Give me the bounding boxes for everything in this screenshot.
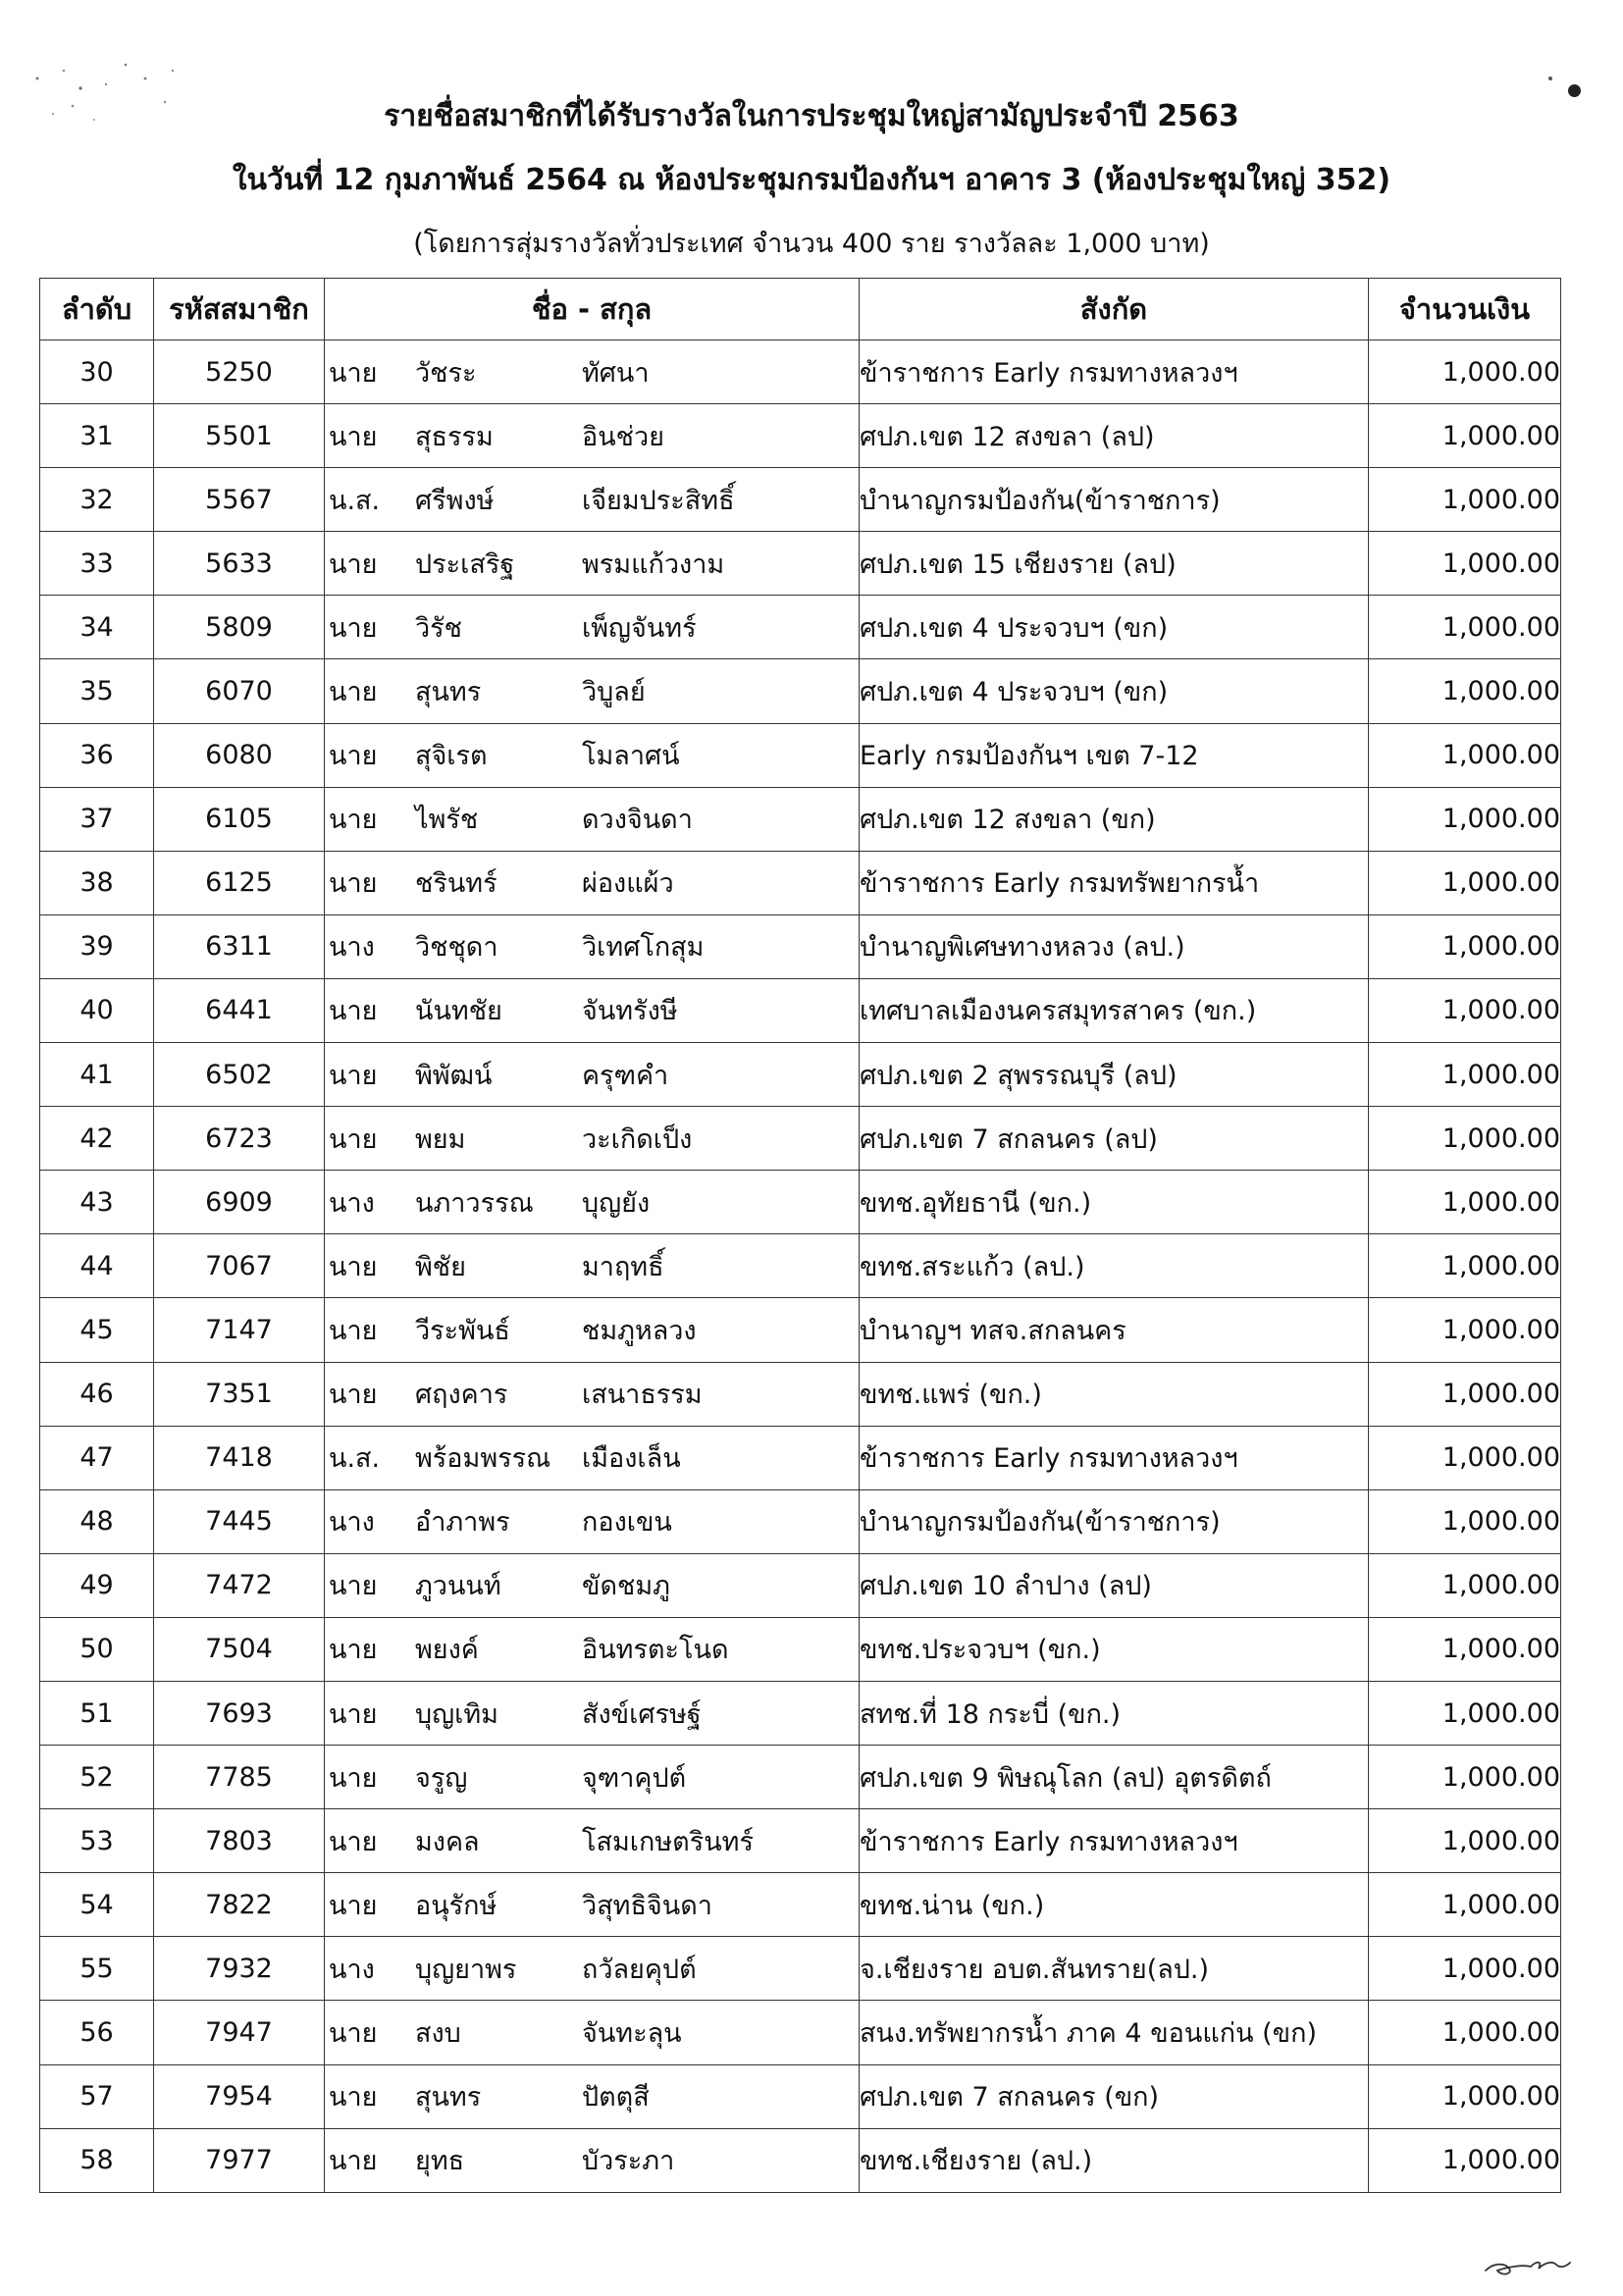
column-header-member-id: รหัสสมาชิก [154,279,325,340]
name-title: นาย [329,421,378,452]
member-name-cell [325,787,860,851]
member-id-cell: 7351 [154,1362,325,1426]
last-name: ถวัลยคุปต์ [582,1954,697,1985]
amount-cell: 1,000.00 [1369,2001,1561,2064]
name-title: นาย [329,1635,378,1666]
first-name: วิรัช [415,612,462,644]
sequence-cell: 38 [40,851,154,914]
amount-cell: 1,000.00 [1369,1809,1561,1873]
member-name-cell [325,1746,860,1809]
affiliation-cell: ขทช.แพร่ (ขก.) [860,1362,1369,1426]
sequence-cell: 50 [40,1617,154,1681]
affiliation-cell: บำนาญพิเศษทางหลวง (ลป.) [860,914,1369,978]
first-name: สุธรรม [415,421,494,452]
table-row [40,340,1561,404]
table-row [40,596,1561,659]
last-name: จันทะลุน [582,2017,682,2049]
sequence-cell: 41 [40,1043,154,1107]
sequence-cell: 47 [40,1426,154,1489]
column-header-amount: จำนวนเงิน [1369,279,1561,340]
first-name: นภาวรรณ [415,1187,534,1219]
sequence-cell: 36 [40,723,154,787]
affiliation-cell: ขทช.ประจวบฯ (ขก.) [860,1617,1369,1681]
last-name: บัวระภา [582,2146,675,2177]
amount-cell: 1,000.00 [1369,1873,1561,1937]
table-row [40,1171,1561,1234]
last-name: ขัดชมภู [582,1571,670,1602]
last-name: อินช่วย [582,421,664,452]
amount-cell: 1,000.00 [1369,1553,1561,1617]
table-row [40,851,1561,914]
affiliation-cell: ข้าราชการ Early กรมทรัพยากรน้ำ [860,851,1369,914]
sequence-cell: 30 [40,340,154,404]
table-row [40,723,1561,787]
name-title: นาย [329,1380,378,1411]
sequence-cell: 49 [40,1553,154,1617]
column-header-sequence: ลำดับ [40,279,154,340]
first-name: วีระพันธ์ [415,1315,510,1346]
member-name-cell [325,404,860,468]
affiliation-cell: ศปภ.เขต 4 ประจวบฯ (ขก) [860,596,1369,659]
first-name: สุนทร [415,2082,482,2113]
sequence-cell: 51 [40,1681,154,1745]
member-id-cell: 5501 [154,404,325,468]
table-row [40,1809,1561,1873]
member-id-cell: 6311 [154,914,325,978]
table-row [40,468,1561,532]
name-title: นาย [329,1123,378,1155]
first-name: นันทชัย [415,996,502,1027]
affiliation-cell: สนง.ทรัพยากรน้ำ ภาค 4 ขอนแก่น (ขก) [860,2001,1369,2064]
last-name: วิสุทธิจินดา [582,1890,712,1921]
name-title: น.ส. [329,485,381,516]
amount-cell: 1,000.00 [1369,340,1561,404]
last-name: เสนาธรรม [582,1380,703,1411]
member-id-cell: 5633 [154,532,325,596]
first-name: มงคล [415,1826,480,1857]
table-row [40,1489,1561,1553]
member-name-cell [325,659,860,723]
member-name-cell [325,1234,860,1298]
member-name-cell [325,532,860,596]
amount-cell: 1,000.00 [1369,1298,1561,1362]
member-name-cell [325,468,860,532]
affiliation-cell: ศปภ.เขต 4 ประจวบฯ (ขก) [860,659,1369,723]
document-title-date-venue: ในวันที่ 12 กุมภาพันธ์ 2564 ณ ห้องประชุมกรมป้องกันฯ อาคาร 3 (ห้องประชุมใหญ่ 352) [232,163,1391,197]
first-name: พยงค์ [415,1635,479,1666]
affiliation-cell: ศปภ.เขต 10 ลำปาง (ลป) [860,1553,1369,1617]
name-title: นาย [329,1315,378,1346]
first-name: พร้อมพรรณ [415,1443,551,1475]
sequence-cell: 35 [40,659,154,723]
affiliation-cell: ศปภ.เขต 12 สงขลา (ลป) [860,404,1369,468]
name-title: นาย [329,2017,378,2049]
member-name-cell [325,1937,860,2001]
table-row [40,404,1561,468]
sequence-cell: 56 [40,2001,154,2064]
last-name: กองเขน [582,1507,672,1539]
last-name: บุญยัง [582,1187,651,1219]
member-id-cell: 7693 [154,1681,325,1745]
last-name: มาฤทธิ์ [582,1251,664,1282]
member-id-cell: 7932 [154,1937,325,2001]
table-row [40,2128,1561,2192]
member-id-cell: 7803 [154,1809,325,1873]
amount-cell: 1,000.00 [1369,914,1561,978]
amount-cell: 1,000.00 [1369,851,1561,914]
affiliation-cell: ศปภ.เขต 15 เชียงราย (ลป) [860,532,1369,596]
member-id-cell: 6105 [154,787,325,851]
last-name: เพ็ญจันทร์ [582,612,697,644]
name-title: นาย [329,741,378,772]
member-id-cell: 7147 [154,1298,325,1362]
amount-cell: 1,000.00 [1369,978,1561,1042]
amount-cell: 1,000.00 [1369,1426,1561,1489]
name-title: นาย [329,1890,378,1921]
member-id-cell: 6070 [154,659,325,723]
affiliation-cell: บำนาญกรมป้องกัน(ข้าราชการ) [860,468,1369,532]
amount-cell: 1,000.00 [1369,1617,1561,1681]
sequence-cell: 40 [40,978,154,1042]
member-name-cell [325,1553,860,1617]
name-title: นาย [329,548,378,580]
table-row [40,1617,1561,1681]
amount-cell: 1,000.00 [1369,1937,1561,2001]
table-row [40,1746,1561,1809]
table-row [40,1426,1561,1489]
affiliation-cell: บำนาญฯ ทสจ.สกลนคร [860,1298,1369,1362]
sequence-cell: 55 [40,1937,154,2001]
sequence-cell: 32 [40,468,154,532]
affiliation-cell: ศปภ.เขต 7 สกลนคร (ขก) [860,2064,1369,2128]
first-name: ไพรัช [415,805,479,836]
sequence-cell: 54 [40,1873,154,1937]
member-id-cell: 7785 [154,1746,325,1809]
member-id-cell: 6441 [154,978,325,1042]
table-header-row [40,279,1561,340]
member-id-cell: 6080 [154,723,325,787]
table-row [40,787,1561,851]
member-name-cell [325,1873,860,1937]
member-id-cell: 5809 [154,596,325,659]
first-name: ประเสริฐ [415,548,515,580]
last-name: จันทรังษี [582,996,678,1027]
sequence-cell: 58 [40,2128,154,2192]
table-body [40,340,1561,2193]
first-name: ศฤงคาร [415,1380,508,1411]
member-name-cell [325,2001,860,2064]
member-id-cell: 6909 [154,1171,325,1234]
table-row [40,978,1561,1042]
table-row [40,1873,1561,1937]
first-name: สงบ [415,2017,461,2049]
first-name: วัชระ [415,357,477,389]
member-id-cell: 6502 [154,1043,325,1107]
name-title: นาง [329,1507,375,1539]
name-title: นาง [329,1954,375,1985]
affiliation-cell: ศปภ.เขต 7 สกลนคร (ลป) [860,1107,1369,1171]
sequence-cell: 39 [40,914,154,978]
document-subtitle: (โดยการสุ่มรางวัลทั่วประเทศ จำนวน 400 ราย รางวัลละ 1,000 บาท) [413,229,1210,259]
member-id-cell: 6723 [154,1107,325,1171]
name-title: นาย [329,2146,378,2177]
member-name-cell [325,1809,860,1873]
first-name: สุนทร [415,677,482,708]
amount-cell: 1,000.00 [1369,468,1561,532]
member-id-cell: 7445 [154,1489,325,1553]
last-name: ชมภูหลวง [582,1315,697,1346]
sequence-cell: 33 [40,532,154,596]
table-row [40,1937,1561,2001]
last-name: จุฑาคุปต์ [582,1762,687,1794]
table-row [40,1681,1561,1745]
first-name: อำภาพร [415,1507,510,1539]
member-name-cell [325,1298,860,1362]
column-header-affiliation: สังกัด [860,279,1369,340]
sequence-cell: 46 [40,1362,154,1426]
sequence-cell: 37 [40,787,154,851]
member-name-cell [325,2128,860,2192]
table-row [40,1362,1561,1426]
name-title: น.ส. [329,1443,381,1475]
table-row [40,2001,1561,2064]
amount-cell: 1,000.00 [1369,659,1561,723]
table-row [40,1107,1561,1171]
table-row [40,1043,1561,1107]
sequence-cell: 53 [40,1809,154,1873]
table-row [40,1298,1561,1362]
member-name-cell [325,1426,860,1489]
sequence-cell: 42 [40,1107,154,1171]
last-name: พรมแก้วงาม [582,548,725,580]
sequence-cell: 52 [40,1746,154,1809]
amount-cell: 1,000.00 [1369,1171,1561,1234]
table-row [40,659,1561,723]
last-name: ปัตตุสี [582,2082,650,2113]
member-id-cell: 7418 [154,1426,325,1489]
sequence-cell: 43 [40,1171,154,1234]
last-name: อินทรตะโนด [582,1635,729,1666]
name-title: นาย [329,868,378,900]
name-title: นาย [329,612,378,644]
last-name: เมืองเล็น [582,1443,681,1475]
affiliation-cell: ข้าราชการ Early กรมทางหลวงฯ [860,1426,1369,1489]
last-name: ทัศนา [582,357,650,389]
name-title: นาย [329,1571,378,1602]
amount-cell: 1,000.00 [1369,1681,1561,1745]
sequence-cell: 57 [40,2064,154,2128]
affiliation-cell: Early กรมป้องกันฯ เขต 7-12 [860,723,1369,787]
first-name: พิพัฒน์ [415,1060,493,1091]
member-id-cell: 6125 [154,851,325,914]
member-name-cell [325,2064,860,2128]
name-title: นาง [329,1187,375,1219]
member-name-cell [325,1362,860,1426]
member-id-cell: 7947 [154,2001,325,2064]
name-title: นาย [329,1826,378,1857]
member-name-cell [325,1617,860,1681]
amount-cell: 1,000.00 [1369,1043,1561,1107]
first-name: ชรินทร์ [415,868,497,900]
amount-cell: 1,000.00 [1369,404,1561,468]
member-id-cell: 7954 [154,2064,325,2128]
last-name: สังข์เศรษฐ์ [582,1698,702,1730]
award-members-table [39,278,1561,2193]
affiliation-cell: ศปภ.เขต 12 สงขลา (ขก) [860,787,1369,851]
name-title: นาย [329,996,378,1027]
table-row [40,914,1561,978]
member-name-cell [325,851,860,914]
first-name: พยม [415,1123,466,1155]
amount-cell: 1,000.00 [1369,1107,1561,1171]
first-name: บุญยาพร [415,1954,517,1985]
sequence-cell: 44 [40,1234,154,1298]
first-name: บุญเทิม [415,1698,498,1730]
member-id-cell: 5567 [154,468,325,532]
member-name-cell [325,1681,860,1745]
member-id-cell: 7822 [154,1873,325,1937]
member-name-cell [325,1489,860,1553]
last-name: วะเกิดเป็ง [582,1123,693,1155]
member-id-cell: 7472 [154,1553,325,1617]
affiliation-cell: ขทช.สระแก้ว (ลป.) [860,1234,1369,1298]
sequence-cell: 48 [40,1489,154,1553]
first-name: ศรีพงษ์ [415,485,495,516]
name-title: นาง [329,932,375,964]
last-name: ครุฑคำ [582,1060,669,1091]
affiliation-cell: ขทช.อุทัยธานี (ขก.) [860,1171,1369,1234]
affiliation-cell: ศปภ.เขต 9 พิษณุโลก (ลป) อุตรดิตถ์ [860,1746,1369,1809]
signature-initials [1480,2253,1574,2278]
amount-cell: 1,000.00 [1369,2064,1561,2128]
member-name-cell [325,340,860,404]
amount-cell: 1,000.00 [1369,723,1561,787]
table-row [40,2064,1561,2128]
amount-cell: 1,000.00 [1369,1746,1561,1809]
last-name: ดวงจินดา [582,805,693,836]
name-title: นาย [329,1698,378,1730]
last-name: โสมเกษตรินทร์ [582,1826,754,1857]
affiliation-cell: จ.เชียงราย อบต.สันทราย(ลป.) [860,1937,1369,2001]
first-name: ภูวนนท์ [415,1571,501,1602]
name-title: นาย [329,2082,378,2113]
scan-speck [1548,77,1552,80]
affiliation-cell: เทศบาลเมืองนครสมุทรสาคร (ขก.) [860,978,1369,1042]
amount-cell: 1,000.00 [1369,2128,1561,2192]
affiliation-cell: สทช.ที่ 18 กระบี่ (ขก.) [860,1681,1369,1745]
amount-cell: 1,000.00 [1369,532,1561,596]
member-id-cell: 7977 [154,2128,325,2192]
member-name-cell [325,1043,860,1107]
last-name: เจียมประสิทธิ์ [582,485,735,516]
sequence-cell: 34 [40,596,154,659]
table-row [40,1234,1561,1298]
name-title: นาย [329,1762,378,1794]
first-name: ยุทธ [415,2146,465,2177]
document-title: รายชื่อสมาชิกที่ได้รับรางวัลในการประชุมใหญ่สามัญประจำปี 2563 [384,99,1239,133]
column-header-name: ชื่อ - สกุล [325,279,860,340]
last-name: วิเทศโกสุม [582,932,705,964]
amount-cell: 1,000.00 [1369,1234,1561,1298]
name-title: นาย [329,357,378,389]
first-name: สุจิเรต [415,741,488,772]
affiliation-cell: บำนาญกรมป้องกัน(ข้าราชการ) [860,1489,1369,1553]
amount-cell: 1,000.00 [1369,1362,1561,1426]
member-name-cell [325,978,860,1042]
affiliation-cell: ขทช.เชียงราย (ลป.) [860,2128,1369,2192]
first-name: จรูญ [415,1762,468,1794]
member-name-cell [325,1107,860,1171]
affiliation-cell: ข้าราชการ Early กรมทางหลวงฯ [860,340,1369,404]
member-name-cell [325,596,860,659]
member-id-cell: 5250 [154,340,325,404]
member-id-cell: 7504 [154,1617,325,1681]
last-name: วิบูลย์ [582,677,646,708]
first-name: อนุรักษ์ [415,1890,497,1921]
table-row [40,1553,1561,1617]
name-title: นาย [329,1251,378,1282]
amount-cell: 1,000.00 [1369,1489,1561,1553]
name-title: นาย [329,1060,378,1091]
name-title: นาย [329,677,378,708]
last-name: ผ่องแผ้ว [582,868,674,900]
sequence-cell: 45 [40,1298,154,1362]
member-name-cell [325,723,860,787]
first-name: วิชชุดา [415,932,498,964]
affiliation-cell: ขทช.น่าน (ขก.) [860,1873,1369,1937]
amount-cell: 1,000.00 [1369,787,1561,851]
member-name-cell [325,1171,860,1234]
sequence-cell: 31 [40,404,154,468]
amount-cell: 1,000.00 [1369,596,1561,659]
table-row [40,532,1561,596]
last-name: โมลาศน์ [582,741,680,772]
affiliation-cell: ศปภ.เขต 2 สุพรรณบุรี (ลป) [860,1043,1369,1107]
member-name-cell [325,914,860,978]
member-id-cell: 7067 [154,1234,325,1298]
name-title: นาย [329,805,378,836]
affiliation-cell: ข้าราชการ Early กรมทางหลวงฯ [860,1809,1369,1873]
first-name: พิชัย [415,1251,466,1282]
